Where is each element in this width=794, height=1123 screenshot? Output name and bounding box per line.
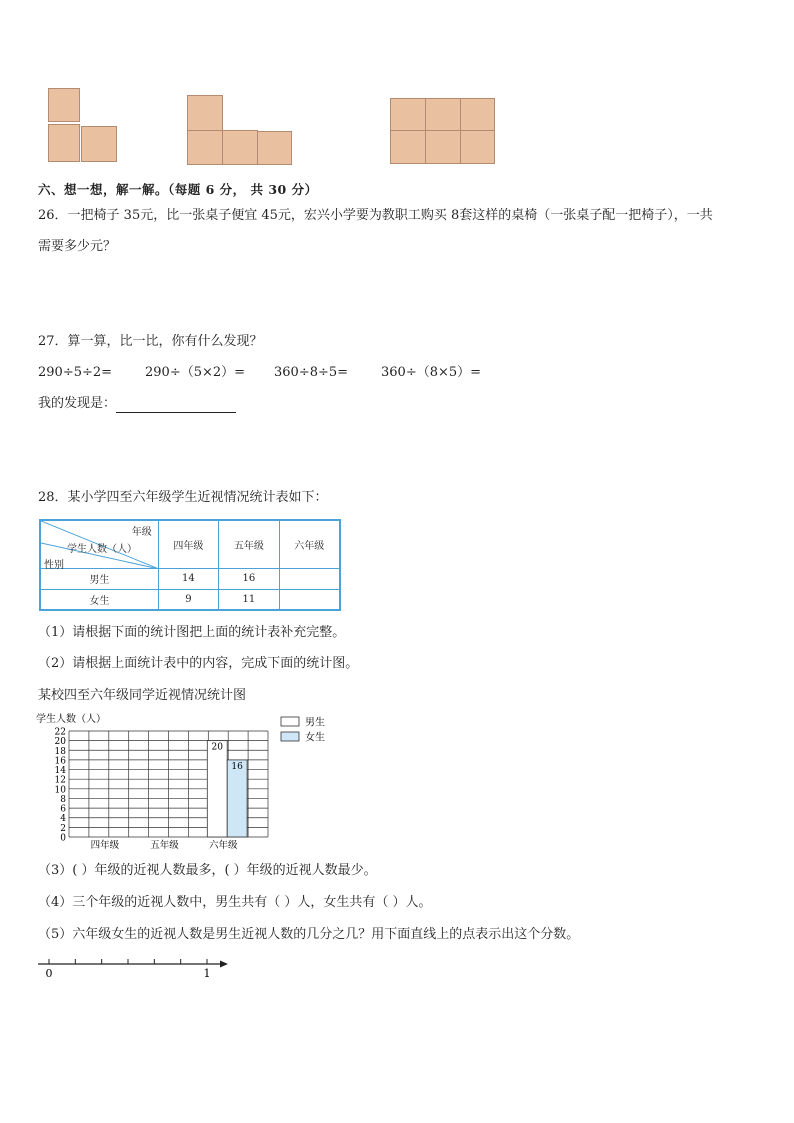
q26-line1: 26．一把椅子 35元，比一张桌子便宜 45元，宏兴小学要为教职工购买 8套这样的桌椅（一张桌子配一把椅子），一共: [38, 208, 713, 223]
q27-expr-1: 290÷5÷2=: [38, 365, 113, 380]
q28-sub1: （1）请根据下面的统计图把上面的统计表补充完整。: [38, 625, 346, 640]
figure1-square: [48, 88, 80, 122]
table-cell-blank[interactable]: [279, 568, 340, 589]
x-category-label: 四年级: [90, 840, 120, 851]
diag-label-count: 学生人数（人）: [67, 544, 137, 555]
table-row: [40, 589, 340, 610]
y-tick-label: 16: [54, 756, 66, 767]
figure1-square: [48, 124, 80, 162]
table-row: [40, 568, 340, 589]
legend-swatch: [281, 732, 299, 741]
y-tick-label: 0: [60, 833, 66, 844]
table-header-grade6: 六年级: [279, 520, 340, 568]
figure3-square: [425, 98, 461, 131]
y-tick-label: 10: [54, 785, 66, 796]
chart-title: 某校四至六年级同学近视情况统计图: [38, 688, 247, 703]
x-category-label: 五年级: [150, 840, 179, 851]
q27-finding-label: 我的发现是：: [38, 396, 117, 411]
row-label-girls: 女生: [40, 589, 158, 610]
stats-table: [39, 519, 341, 611]
table-diagonal-header: [40, 520, 158, 571]
q28-sub5: （5）六年级女生的近视人数是男生近视人数的几分之几？用下面直线上的点表示出这个分数。: [38, 927, 580, 942]
y-tick-label: 2: [60, 823, 66, 834]
figure3-square: [390, 98, 426, 131]
figure2-square: [222, 130, 258, 165]
table-cell: 16: [219, 568, 279, 589]
q26-line2: 需要多少元？: [38, 239, 117, 254]
q28-sub2: （2）请根据上面统计表中的内容，完成下面的统计图。: [38, 656, 359, 671]
bar-value-label: 20: [211, 742, 223, 753]
y-tick-label: 14: [54, 766, 66, 777]
figure1-square: [81, 126, 117, 162]
legend-swatch: [281, 717, 299, 726]
y-tick-label: 20: [54, 737, 66, 748]
figure2-square: [187, 95, 223, 131]
bar-value-label: 16: [231, 761, 243, 772]
q28-sub4: （4）三个年级的近视人数中，男生共有（ ）人，女生共有（ ）人。: [38, 895, 432, 910]
q27-expr-3: 360÷8÷5=: [274, 365, 349, 380]
table-cell: 9: [158, 589, 218, 610]
q27-title: 27．算一算，比一比，你有什么发现？: [38, 334, 263, 349]
arrow-right-icon: [220, 961, 228, 968]
section-header: 六、想一想，解一解。（每题 6 分， 共 30 分）: [38, 182, 318, 197]
x-category-label: 六年级: [208, 840, 238, 851]
y-axis-label: 学生人数（人）: [36, 714, 106, 725]
q27-expr-4: 360÷（8×5）=: [381, 365, 482, 380]
legend-label: 女生: [305, 732, 325, 744]
table-header-grade5: 五年级: [219, 520, 279, 568]
q28-sub3: （3）( ）年级的近视人数最多，( ）年级的近视人数最少。: [38, 863, 377, 878]
table-header-grade4: 四年级: [158, 520, 218, 568]
y-tick-label: 22: [54, 727, 66, 738]
figure3-square: [425, 130, 461, 164]
bar-boys: [207, 741, 227, 837]
table-cell-blank[interactable]: [279, 589, 340, 610]
y-tick-label: 8: [60, 794, 66, 805]
figure3-square: [390, 130, 426, 164]
y-tick-label: 18: [54, 746, 66, 757]
figure3-square: [460, 98, 495, 131]
diag-label-gender: 性别: [44, 560, 64, 571]
y-tick-label: 6: [60, 804, 66, 815]
q27-finding: [38, 395, 236, 413]
number-line-label-start: 0: [45, 967, 53, 980]
bar-chart: [30, 710, 340, 856]
table-cell: 14: [158, 568, 218, 589]
q27-expr-2: 290÷（5×2）=: [145, 365, 246, 380]
figure2-square: [257, 131, 292, 165]
number-line[interactable]: [34, 956, 234, 980]
table-cell: 11: [219, 589, 279, 610]
q28-title: 28．某小学四至六年级学生近视情况统计表如下：: [38, 490, 328, 505]
y-tick-label: 4: [60, 814, 66, 825]
row-label-boys: 男生: [40, 568, 158, 589]
number-line-label-end: 1: [203, 967, 211, 980]
figure2-square: [187, 130, 223, 165]
legend-label: 男生: [305, 717, 325, 729]
figure3-square: [460, 130, 495, 164]
answer-blank[interactable]: [116, 399, 236, 413]
diag-label-grade: 年级: [131, 527, 152, 538]
y-tick-label: 12: [54, 775, 66, 786]
number-line-ticks: [49, 959, 207, 964]
